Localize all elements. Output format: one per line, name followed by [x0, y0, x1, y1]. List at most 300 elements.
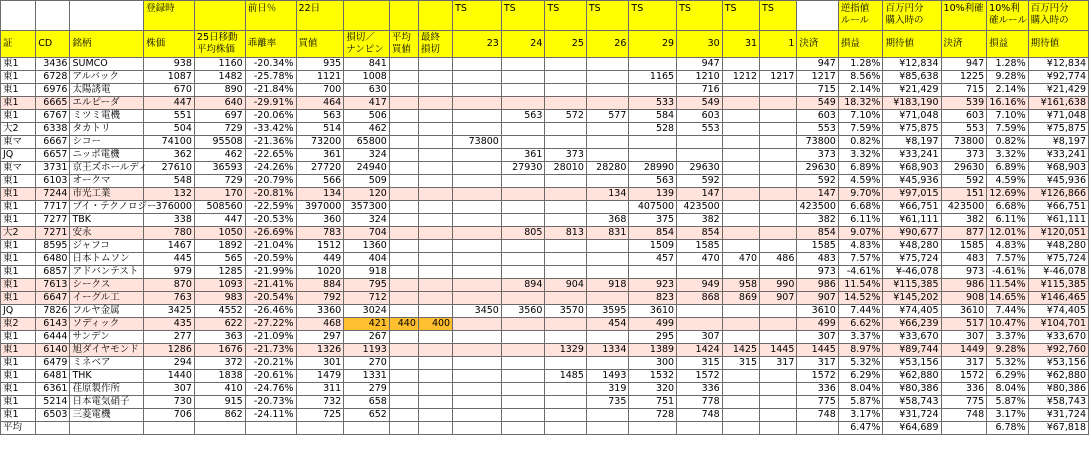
cell-expected10[interactable]: ¥75,724 — [1028, 253, 1088, 266]
cell-buy[interactable]: 3360 — [296, 305, 344, 318]
cell-ts1[interactable] — [760, 266, 797, 279]
cell-ts31[interactable] — [722, 214, 759, 227]
cell-exchange[interactable]: JQ — [1, 305, 36, 318]
cell-pnl[interactable]: 9.07% — [838, 227, 883, 240]
header-cell-ts23[interactable]: 23 — [453, 31, 502, 58]
cell-name[interactable]: THK — [70, 370, 144, 383]
cell-exchange[interactable]: 東1 — [1, 240, 36, 253]
cell-ts26[interactable] — [586, 357, 629, 370]
cell-ts23[interactable] — [453, 331, 502, 344]
cell-expected10[interactable]: ¥45,936 — [1028, 175, 1088, 188]
cell-pnl10[interactable]: 6.29% — [987, 370, 1028, 383]
cell-name[interactable]: 日本トムソン — [70, 253, 144, 266]
cell-settle10[interactable]: 382 — [941, 214, 987, 227]
cell-ts24[interactable] — [501, 97, 545, 110]
cell-ts1[interactable] — [760, 201, 797, 214]
cell-ts1[interactable] — [760, 58, 797, 71]
cell-ts25[interactable] — [545, 84, 586, 97]
cell-settle10[interactable]: 539 — [941, 97, 987, 110]
cell-pnl10[interactable]: 3.17% — [987, 409, 1028, 422]
cell-ts31[interactable] — [722, 227, 759, 240]
cell-finalstop[interactable] — [418, 357, 452, 370]
cell-buy[interactable]: 566 — [296, 175, 344, 188]
header-cell-avgbuy[interactable]: 平均 買値 — [389, 31, 418, 58]
cell-pnl[interactable]: 14.52% — [838, 292, 883, 305]
cell-finalstop[interactable] — [418, 344, 452, 357]
cell-ts30[interactable]: 147 — [677, 188, 723, 201]
cell-ts30[interactable]: 748 — [677, 409, 723, 422]
cell-ts25[interactable]: 1485 — [545, 370, 586, 383]
cell-settle10[interactable]: 1449 — [941, 344, 987, 357]
cell-deviation[interactable]: -20.61% — [245, 370, 296, 383]
cell-ts23[interactable] — [453, 396, 502, 409]
cell-ts25[interactable] — [545, 396, 586, 409]
cell-expected[interactable]: ¥145,202 — [883, 292, 941, 305]
cell-price[interactable]: 74100 — [144, 136, 195, 149]
cell-stoploss[interactable]: 24940 — [344, 162, 390, 175]
cell-stoploss[interactable]: 630 — [344, 84, 390, 97]
cell-ts1[interactable] — [760, 214, 797, 227]
cell-ts31[interactable] — [722, 84, 759, 97]
cell-pnl[interactable]: 5.87% — [838, 396, 883, 409]
cell-settle10[interactable]: 603 — [941, 110, 987, 123]
cell-ts24[interactable] — [501, 240, 545, 253]
header-cell-expected10[interactable]: 百万円分 購入時の — [1028, 1, 1088, 31]
cell-ts24[interactable] — [501, 318, 545, 331]
cell-buy[interactable]: 27720 — [296, 162, 344, 175]
cell-settle10[interactable]: 336 — [941, 383, 987, 396]
cell-exchange[interactable]: 東1 — [1, 110, 36, 123]
cell-ts29[interactable] — [629, 266, 677, 279]
cell-ts26[interactable] — [586, 292, 629, 305]
cell-deviation[interactable]: -20.73% — [245, 396, 296, 409]
cell-ts1[interactable] — [760, 396, 797, 409]
cell-ts31[interactable]: 958 — [722, 279, 759, 292]
cell-settle10[interactable]: 775 — [941, 396, 987, 409]
cell-exchange[interactable]: 東1 — [1, 71, 36, 84]
cell-settle10[interactable]: 748 — [941, 409, 987, 422]
cell-settle10[interactable]: 908 — [941, 292, 987, 305]
cell-deviation[interactable]: -21.09% — [245, 331, 296, 344]
cell-ts30[interactable]: 592 — [677, 175, 723, 188]
cell-ts31[interactable] — [722, 58, 759, 71]
cell-ma25[interactable]: 915 — [194, 396, 245, 409]
cell-finalstop[interactable] — [418, 370, 452, 383]
cell-stoploss[interactable]: 279 — [344, 383, 390, 396]
cell-expected[interactable]: ¥97,015 — [883, 188, 941, 201]
cell-ma25[interactable]: 1676 — [194, 344, 245, 357]
cell-expected10[interactable]: ¥120,051 — [1028, 227, 1088, 240]
cell-expected[interactable]: ¥62,880 — [883, 370, 941, 383]
cell-stoploss[interactable]: 3024 — [344, 305, 390, 318]
cell-ts25[interactable] — [545, 409, 586, 422]
cell-name[interactable]: 太陽誘電 — [70, 84, 144, 97]
cell-exchange[interactable]: 東1 — [1, 409, 36, 422]
cell-ts25[interactable] — [545, 175, 586, 188]
cell-name[interactable]: アルバック — [70, 71, 144, 84]
cell-finalstop[interactable] — [418, 240, 452, 253]
cell-buy[interactable]: 563 — [296, 110, 344, 123]
cell-ts26[interactable] — [586, 175, 629, 188]
cell-buy[interactable]: 397000 — [296, 201, 344, 214]
cell-name[interactable]: TBK — [70, 214, 144, 227]
cell-exchange[interactable]: 東1 — [1, 84, 36, 97]
cell-finalstop[interactable] — [418, 110, 452, 123]
cell-ma25[interactable]: 640 — [194, 97, 245, 110]
cell-exchange[interactable]: 大2 — [1, 123, 36, 136]
cell-ma25[interactable]: 410 — [194, 383, 245, 396]
cell-ts31[interactable] — [722, 136, 759, 149]
cell-ts25[interactable] — [545, 136, 586, 149]
cell-code[interactable]: 6140 — [36, 344, 70, 357]
cell-ts26[interactable]: 735 — [586, 396, 629, 409]
cell-deviation[interactable]: -21.84% — [245, 84, 296, 97]
cell-ts25[interactable] — [545, 58, 586, 71]
avg-cell-stoploss[interactable] — [344, 422, 390, 435]
cell-ts31[interactable] — [722, 266, 759, 279]
cell-ts24[interactable] — [501, 357, 545, 370]
cell-avgbuy[interactable] — [389, 253, 418, 266]
cell-ts1[interactable] — [760, 318, 797, 331]
cell-ts23[interactable] — [453, 344, 502, 357]
cell-ts31[interactable] — [722, 331, 759, 344]
cell-ts23[interactable] — [453, 279, 502, 292]
cell-code[interactable]: 3731 — [36, 162, 70, 175]
cell-ts23[interactable] — [453, 266, 502, 279]
cell-stoploss[interactable]: 1360 — [344, 240, 390, 253]
cell-ts1[interactable]: 907 — [760, 292, 797, 305]
cell-ts24[interactable]: 894 — [501, 279, 545, 292]
cell-settle[interactable]: 775 — [797, 396, 838, 409]
cell-ts31[interactable] — [722, 97, 759, 110]
cell-settle[interactable]: 29630 — [797, 162, 838, 175]
cell-ts30[interactable]: 1572 — [677, 370, 723, 383]
cell-ma25[interactable]: 1093 — [194, 279, 245, 292]
cell-price[interactable]: 294 — [144, 357, 195, 370]
cell-expected10[interactable]: ¥8,197 — [1028, 136, 1088, 149]
avg-cell-buy[interactable] — [296, 422, 344, 435]
cell-expected10[interactable]: ¥66,751 — [1028, 201, 1088, 214]
cell-stoploss[interactable]: 918 — [344, 266, 390, 279]
cell-settle[interactable]: 1217 — [797, 71, 838, 84]
header-cell-finalstop[interactable] — [418, 1, 452, 31]
cell-ts24[interactable] — [501, 292, 545, 305]
cell-code[interactable]: 6481 — [36, 370, 70, 383]
cell-ts25[interactable] — [545, 331, 586, 344]
cell-avgbuy[interactable] — [389, 396, 418, 409]
cell-exchange[interactable]: 東1 — [1, 253, 36, 266]
cell-buy[interactable]: 700 — [296, 84, 344, 97]
cell-avgbuy[interactable] — [389, 409, 418, 422]
cell-buy[interactable]: 884 — [296, 279, 344, 292]
cell-ts26[interactable]: 3595 — [586, 305, 629, 318]
cell-settle[interactable]: 499 — [797, 318, 838, 331]
cell-ts29[interactable]: 751 — [629, 396, 677, 409]
cell-exchange[interactable]: JQ — [1, 149, 36, 162]
cell-settle10[interactable]: 1585 — [941, 240, 987, 253]
cell-settle[interactable]: 1572 — [797, 370, 838, 383]
cell-pnl[interactable]: 3.37% — [838, 331, 883, 344]
cell-finalstop[interactable] — [418, 123, 452, 136]
cell-ts26[interactable] — [586, 201, 629, 214]
cell-name[interactable]: シークス — [70, 279, 144, 292]
cell-settle10[interactable]: 1225 — [941, 71, 987, 84]
cell-ts23[interactable] — [453, 227, 502, 240]
cell-ts26[interactable]: 831 — [586, 227, 629, 240]
cell-expected10[interactable]: ¥58,743 — [1028, 396, 1088, 409]
cell-exchange[interactable]: 東1 — [1, 383, 36, 396]
cell-settle[interactable]: 3610 — [797, 305, 838, 318]
cell-ts31[interactable] — [722, 409, 759, 422]
cell-deviation[interactable]: -20.06% — [245, 110, 296, 123]
cell-ma25[interactable]: 372 — [194, 357, 245, 370]
cell-ts24[interactable] — [501, 214, 545, 227]
cell-settle10[interactable]: 3610 — [941, 305, 987, 318]
cell-finalstop[interactable] — [418, 84, 452, 97]
cell-ts26[interactable]: 1334 — [586, 344, 629, 357]
cell-price[interactable]: 445 — [144, 253, 195, 266]
cell-finalstop[interactable] — [418, 175, 452, 188]
cell-ts30[interactable]: 947 — [677, 58, 723, 71]
header-cell-ts1[interactable]: 1 — [760, 31, 797, 58]
cell-ts29[interactable]: 28990 — [629, 162, 677, 175]
cell-buy[interactable]: 1512 — [296, 240, 344, 253]
cell-ts31[interactable]: 470 — [722, 253, 759, 266]
cell-settle10[interactable]: 517 — [941, 318, 987, 331]
header-cell-expected[interactable]: 期待値 — [883, 31, 941, 58]
cell-ts25[interactable]: 3570 — [545, 305, 586, 318]
cell-deviation[interactable]: -20.59% — [245, 253, 296, 266]
cell-settle[interactable]: 423500 — [797, 201, 838, 214]
cell-pnl[interactable]: 6.11% — [838, 214, 883, 227]
cell-avgbuy[interactable] — [389, 292, 418, 305]
avg-cell-price[interactable] — [144, 422, 195, 435]
header-cell-pnl[interactable]: 損益 — [838, 31, 883, 58]
cell-settle[interactable]: 373 — [797, 149, 838, 162]
cell-avgbuy[interactable] — [389, 357, 418, 370]
cell-expected10[interactable]: ¥161,638 — [1028, 97, 1088, 110]
cell-ts24[interactable] — [501, 58, 545, 71]
cell-buy[interactable]: 360 — [296, 214, 344, 227]
cell-ts23[interactable] — [453, 357, 502, 370]
cell-deviation[interactable]: -24.11% — [245, 409, 296, 422]
avg-cell-exchange[interactable]: 平均 — [1, 422, 36, 435]
cell-name[interactable]: 荏原製作所 — [70, 383, 144, 396]
cell-pnl[interactable]: 7.10% — [838, 110, 883, 123]
cell-pnl10[interactable]: 9.28% — [987, 344, 1028, 357]
cell-code[interactable]: 6667 — [36, 136, 70, 149]
cell-pnl[interactable]: 6.89% — [838, 162, 883, 175]
cell-pnl10[interactable]: 12.01% — [987, 227, 1028, 240]
avg-cell-avgbuy[interactable] — [389, 422, 418, 435]
cell-expected[interactable]: ¥61,111 — [883, 214, 941, 227]
cell-ts24[interactable]: 3560 — [501, 305, 545, 318]
cell-stoploss[interactable]: 509 — [344, 175, 390, 188]
cell-expected10[interactable]: ¥92,760 — [1028, 344, 1088, 357]
avg-cell-pnl10[interactable]: 6.78% — [987, 422, 1028, 435]
cell-ts1[interactable] — [760, 370, 797, 383]
cell-deviation[interactable]: -25.78% — [245, 71, 296, 84]
cell-deviation[interactable]: -21.99% — [245, 266, 296, 279]
cell-name[interactable]: エルピーダ — [70, 97, 144, 110]
cell-buy[interactable]: 732 — [296, 396, 344, 409]
header-cell-buy[interactable]: 22日 — [296, 1, 344, 31]
cell-ts31[interactable]: 1425 — [722, 344, 759, 357]
header-cell-code[interactable] — [36, 1, 70, 31]
cell-ts25[interactable]: 28010 — [545, 162, 586, 175]
cell-expected[interactable]: ¥45,936 — [883, 175, 941, 188]
cell-ts30[interactable]: 1210 — [677, 71, 723, 84]
cell-price[interactable]: 338 — [144, 214, 195, 227]
avg-cell-ts31[interactable] — [722, 422, 759, 435]
cell-stoploss[interactable]: 795 — [344, 279, 390, 292]
cell-pnl10[interactable]: 4.59% — [987, 175, 1028, 188]
cell-ts31[interactable] — [722, 175, 759, 188]
cell-buy[interactable]: 361 — [296, 149, 344, 162]
cell-price[interactable]: 780 — [144, 227, 195, 240]
cell-price[interactable]: 1087 — [144, 71, 195, 84]
cell-deviation[interactable]: -21.36% — [245, 136, 296, 149]
cell-buy[interactable]: 134 — [296, 188, 344, 201]
cell-ts1[interactable] — [760, 409, 797, 422]
avg-cell-ts26[interactable] — [586, 422, 629, 435]
cell-avgbuy[interactable] — [389, 58, 418, 71]
cell-ts26[interactable] — [586, 84, 629, 97]
cell-stoploss[interactable]: 324 — [344, 214, 390, 227]
cell-settle10[interactable]: 553 — [941, 123, 987, 136]
cell-finalstop[interactable]: 400 — [418, 318, 452, 331]
cell-stoploss[interactable]: 704 — [344, 227, 390, 240]
avg-cell-ts29[interactable] — [629, 422, 677, 435]
cell-price[interactable]: 435 — [144, 318, 195, 331]
cell-ts29[interactable]: 1165 — [629, 71, 677, 84]
cell-ts26[interactable]: 577 — [586, 110, 629, 123]
cell-stoploss[interactable]: 324 — [344, 149, 390, 162]
cell-ts25[interactable] — [545, 214, 586, 227]
cell-ma25[interactable]: 729 — [194, 123, 245, 136]
cell-exchange[interactable]: 東1 — [1, 396, 36, 409]
cell-settle[interactable]: 1445 — [797, 344, 838, 357]
cell-ts23[interactable] — [453, 240, 502, 253]
cell-ts24[interactable]: 361 — [501, 149, 545, 162]
cell-ts23[interactable] — [453, 214, 502, 227]
cell-ts29[interactable]: 407500 — [629, 201, 677, 214]
cell-code[interactable]: 7271 — [36, 227, 70, 240]
cell-ts25[interactable]: 572 — [545, 110, 586, 123]
header-cell-expected10[interactable]: 期待値 — [1028, 31, 1088, 58]
cell-ts24[interactable] — [501, 331, 545, 344]
header-cell-avgbuy[interactable] — [389, 1, 418, 31]
cell-pnl10[interactable]: 0.82% — [987, 136, 1028, 149]
cell-price[interactable]: 706 — [144, 409, 195, 422]
cell-deviation[interactable]: -29.91% — [245, 97, 296, 110]
cell-ts1[interactable] — [760, 240, 797, 253]
cell-name[interactable]: ニッポ電機 — [70, 149, 144, 162]
cell-buy[interactable]: 311 — [296, 383, 344, 396]
cell-name[interactable]: タカトリ — [70, 123, 144, 136]
cell-ts23[interactable] — [453, 318, 502, 331]
cell-ts24[interactable] — [501, 136, 545, 149]
cell-ma25[interactable]: 862 — [194, 409, 245, 422]
cell-settle[interactable]: 307 — [797, 331, 838, 344]
header-cell-finalstop[interactable]: 最終 損切 — [418, 31, 452, 58]
cell-settle[interactable]: 1585 — [797, 240, 838, 253]
cell-ts1[interactable]: 1445 — [760, 344, 797, 357]
cell-expected10[interactable]: ¥-46,078 — [1028, 266, 1088, 279]
cell-ts29[interactable]: 1509 — [629, 240, 677, 253]
cell-exchange[interactable]: 東1 — [1, 292, 36, 305]
cell-ts31[interactable] — [722, 383, 759, 396]
cell-ts30[interactable]: 549 — [677, 97, 723, 110]
cell-ts24[interactable] — [501, 344, 545, 357]
cell-code[interactable]: 5214 — [36, 396, 70, 409]
cell-expected10[interactable]: ¥74,405 — [1028, 305, 1088, 318]
cell-ts30[interactable]: 716 — [677, 84, 723, 97]
cell-buy[interactable]: 935 — [296, 58, 344, 71]
cell-ts29[interactable] — [629, 149, 677, 162]
cell-ts31[interactable]: 869 — [722, 292, 759, 305]
cell-settle[interactable]: 336 — [797, 383, 838, 396]
cell-finalstop[interactable] — [418, 188, 452, 201]
cell-price[interactable]: 730 — [144, 396, 195, 409]
cell-price[interactable]: 938 — [144, 58, 195, 71]
cell-ts24[interactable] — [501, 409, 545, 422]
cell-price[interactable]: 548 — [144, 175, 195, 188]
cell-pnl[interactable]: 7.57% — [838, 253, 883, 266]
cell-ts31[interactable] — [722, 305, 759, 318]
cell-ts29[interactable]: 300 — [629, 357, 677, 370]
cell-ts29[interactable] — [629, 58, 677, 71]
cell-ma25[interactable]: 1160 — [194, 58, 245, 71]
cell-price[interactable]: 1467 — [144, 240, 195, 253]
cell-exchange[interactable]: 東1 — [1, 175, 36, 188]
cell-ts26[interactable]: 319 — [586, 383, 629, 396]
cell-price[interactable]: 362 — [144, 149, 195, 162]
cell-expected[interactable]: ¥75,875 — [883, 123, 941, 136]
cell-expected[interactable]: ¥75,724 — [883, 253, 941, 266]
cell-settle10[interactable]: 483 — [941, 253, 987, 266]
cell-code[interactable]: 7826 — [36, 305, 70, 318]
cell-pnl10[interactable]: 6.11% — [987, 214, 1028, 227]
cell-deviation[interactable]: -20.81% — [245, 188, 296, 201]
cell-pnl[interactable]: 8.97% — [838, 344, 883, 357]
cell-ts23[interactable] — [453, 201, 502, 214]
cell-pnl[interactable]: 0.82% — [838, 136, 883, 149]
cell-stoploss[interactable]: 267 — [344, 331, 390, 344]
cell-ts25[interactable]: 373 — [545, 149, 586, 162]
cell-deviation[interactable]: -27.22% — [245, 318, 296, 331]
cell-settle10[interactable]: 307 — [941, 331, 987, 344]
cell-ts25[interactable] — [545, 188, 586, 201]
cell-expected[interactable]: ¥71,048 — [883, 110, 941, 123]
cell-avgbuy[interactable] — [389, 84, 418, 97]
cell-ts26[interactable] — [586, 58, 629, 71]
cell-code[interactable]: 7277 — [36, 214, 70, 227]
cell-avgbuy[interactable] — [389, 305, 418, 318]
cell-avgbuy[interactable] — [389, 123, 418, 136]
cell-price[interactable]: 27610 — [144, 162, 195, 175]
cell-finalstop[interactable] — [418, 266, 452, 279]
avg-cell-expected10[interactable]: ¥67,818 — [1028, 422, 1088, 435]
cell-ts23[interactable] — [453, 409, 502, 422]
avg-cell-ts1[interactable] — [760, 422, 797, 435]
cell-pnl[interactable]: 1.28% — [838, 58, 883, 71]
cell-price[interactable]: 277 — [144, 331, 195, 344]
cell-ts23[interactable] — [453, 188, 502, 201]
cell-code[interactable]: 6665 — [36, 97, 70, 110]
cell-price[interactable]: 447 — [144, 97, 195, 110]
cell-ts25[interactable]: 813 — [545, 227, 586, 240]
